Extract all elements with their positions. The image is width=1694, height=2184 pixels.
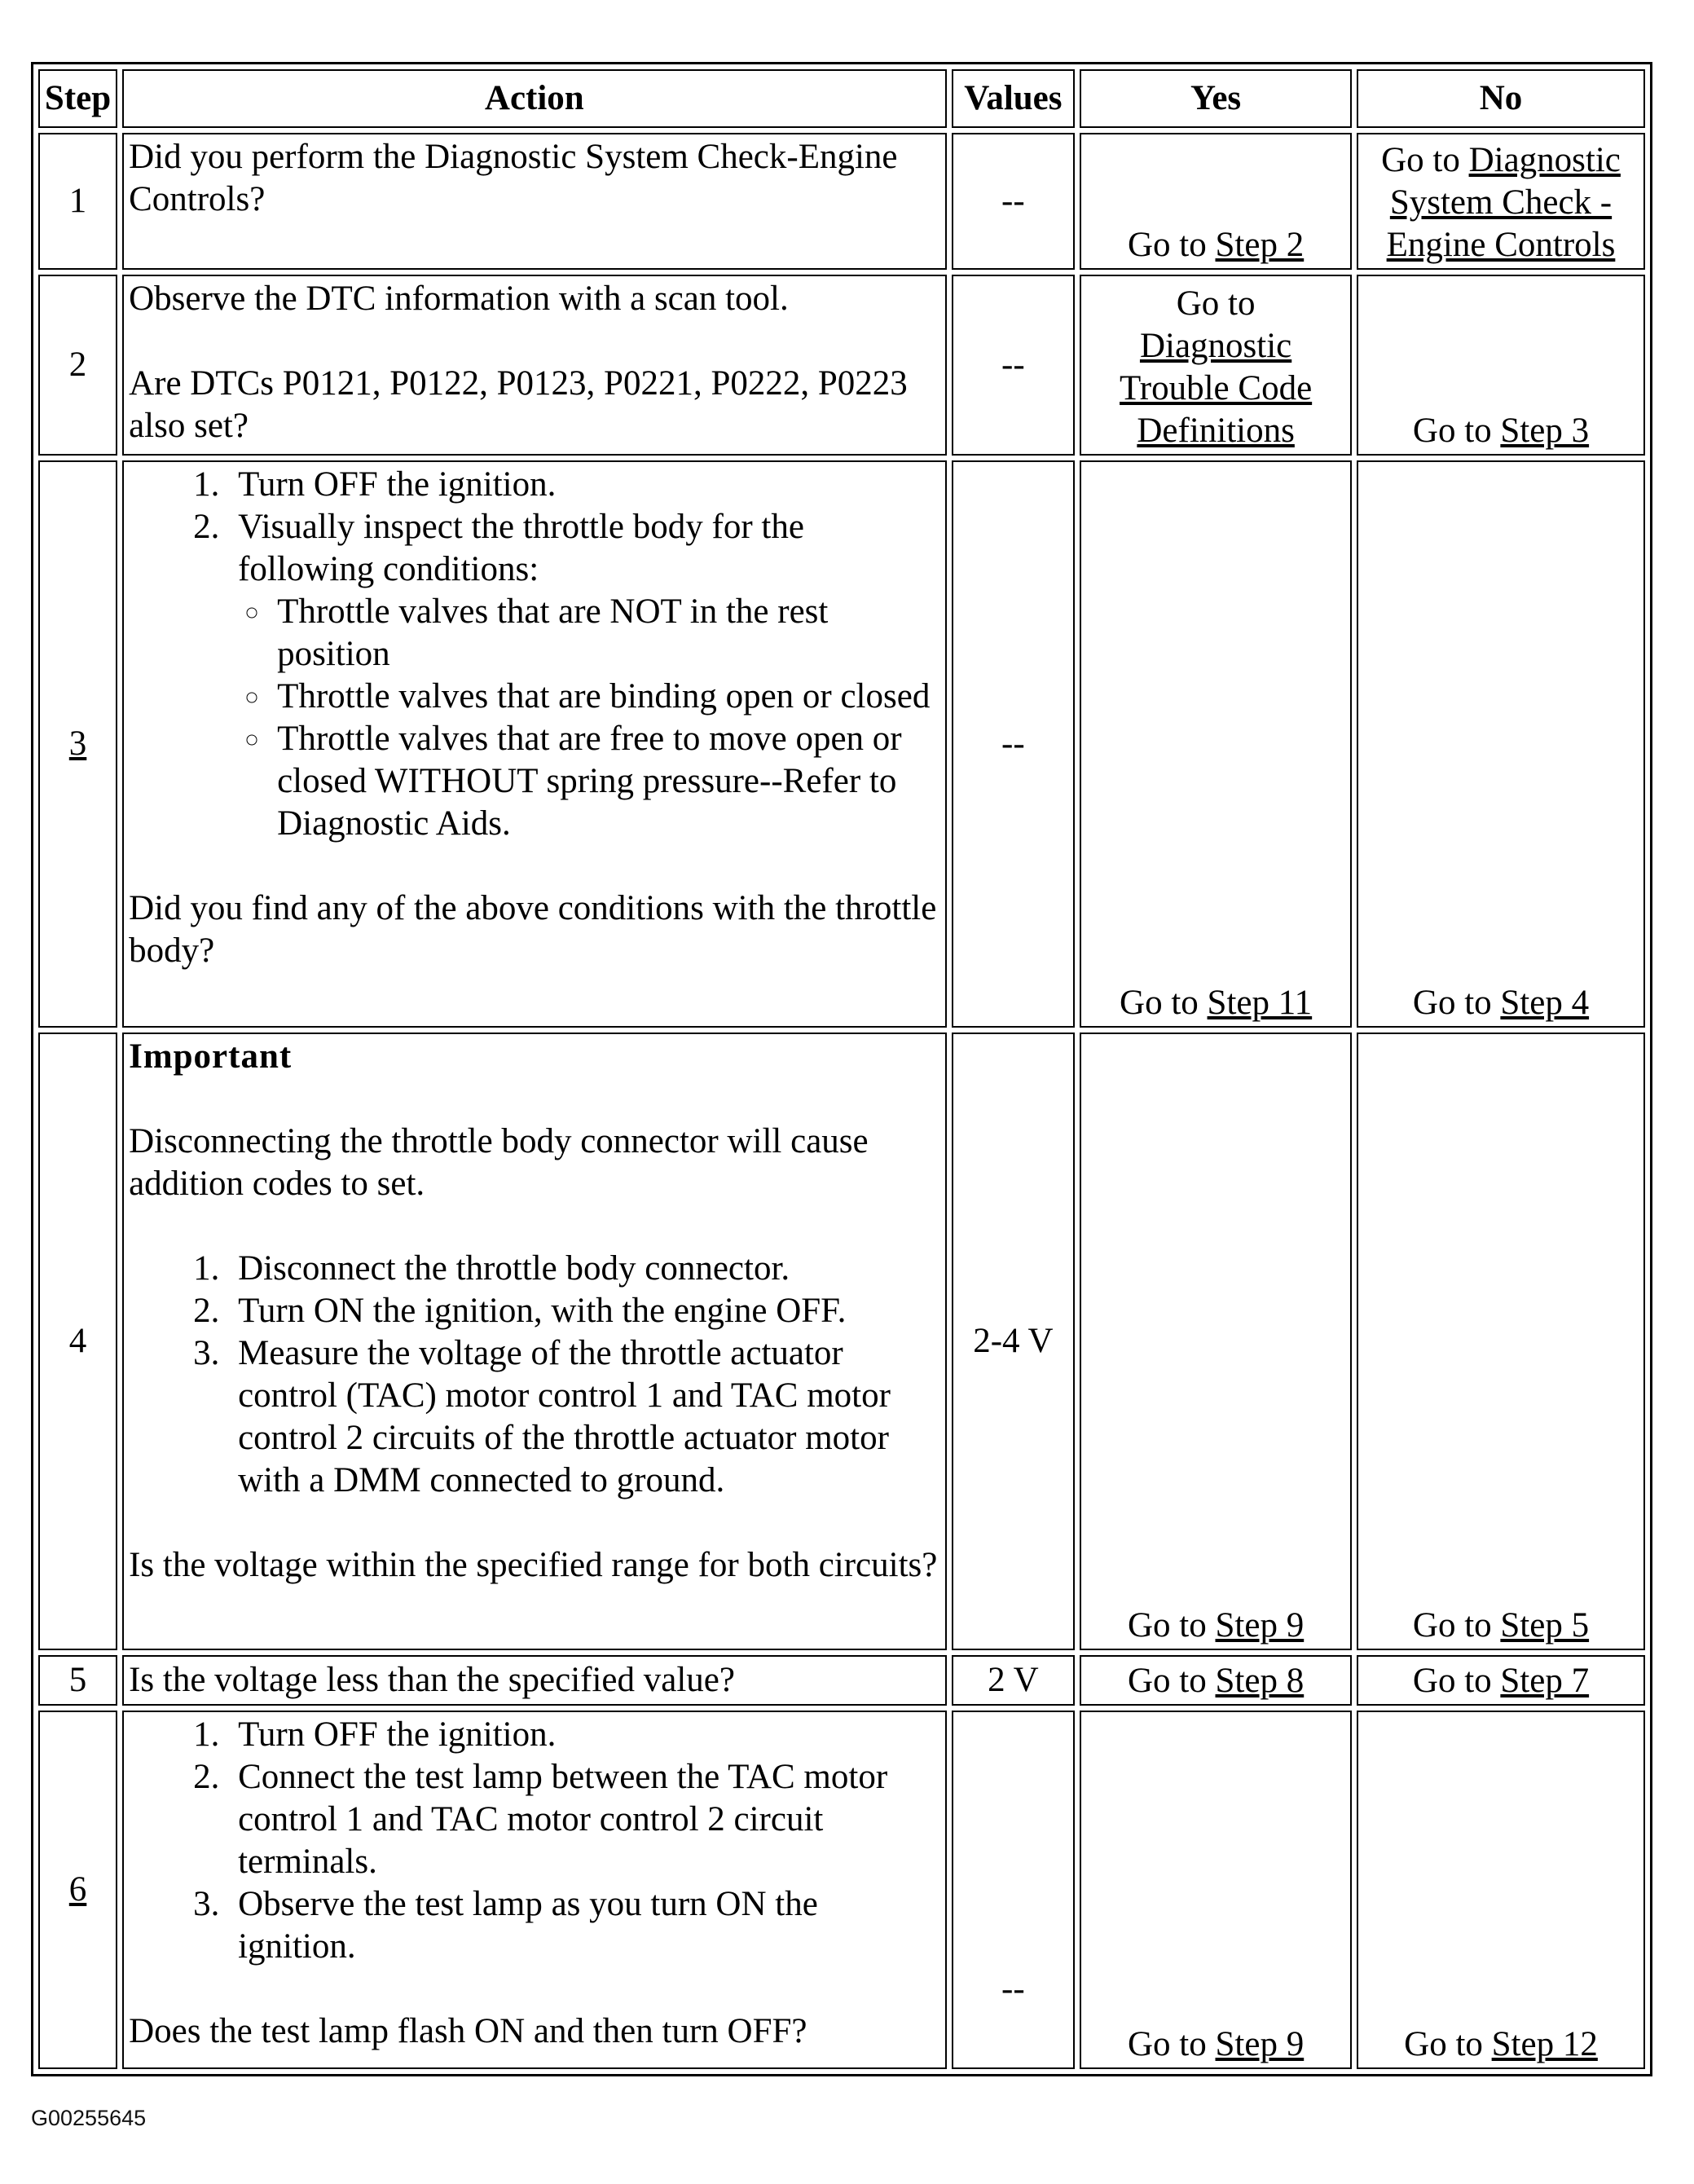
- condition-list: [129, 591, 939, 845]
- value-cell: 2 V: [952, 1655, 1076, 1706]
- no-cell: [1357, 133, 1645, 270]
- link-step-3[interactable]: Step 3: [1500, 412, 1590, 450]
- step-6-link[interactable]: 6: [68, 1870, 87, 1909]
- question-text: Did you perform the Diagnostic System Check-Engine Controls?: [129, 138, 898, 218]
- list-item-text: Visually inspect the throttle body for the following conditions:: [238, 508, 804, 588]
- table-row: [38, 1711, 1645, 2069]
- goto-prefix: Go to: [1128, 226, 1216, 264]
- goto-prefix: Go to: [1128, 1662, 1216, 1700]
- link-step-4[interactable]: Step 4: [1500, 984, 1590, 1022]
- value-cell: --: [952, 1711, 1076, 2069]
- step-number: 1: [38, 133, 117, 270]
- link-step-2[interactable]: Step 2: [1215, 226, 1305, 264]
- list-item: [228, 506, 939, 591]
- action-cell: [122, 1711, 946, 2069]
- header-step: Step: [38, 69, 117, 128]
- yes-cell: [1080, 460, 1352, 1028]
- action-cell: [122, 275, 946, 456]
- step-3-link[interactable]: 3: [68, 724, 87, 763]
- yes-cell: [1080, 1033, 1352, 1650]
- action-cell: [122, 460, 946, 1028]
- no-cell: [1357, 1033, 1645, 1650]
- list-item: ◦ Throttle valves that are free to move open or closed WITHOUT spring pressure--Refer to Diagnostic Aids.: [272, 718, 939, 845]
- instruction-text: Observe the DTC information with a scan tool.: [129, 280, 789, 318]
- list-item: 1. Turn OFF the ignition.: [228, 1714, 939, 1756]
- goto-prefix: Go to: [1412, 1662, 1501, 1700]
- question-text: Does the test lamp flash ON and then turn OFF?: [129, 2012, 807, 2050]
- step-number-link[interactable]: [38, 1711, 117, 2069]
- header-row: [38, 69, 1645, 128]
- yes-cell: [1080, 1711, 1352, 2069]
- header-no: No: [1357, 69, 1645, 128]
- yes-cell: [1080, 275, 1352, 456]
- header-values: Values: [952, 69, 1076, 128]
- goto-prefix: Go to: [1120, 984, 1208, 1022]
- goto-prefix: Go to: [1412, 412, 1501, 450]
- link-step-11[interactable]: Step 11: [1207, 984, 1313, 1022]
- no-cell: [1357, 1711, 1645, 2069]
- no-cell: [1357, 460, 1645, 1028]
- important-text: Disconnecting the throttle body connector will cause addition codes to set.: [129, 1122, 869, 1203]
- link-step-12[interactable]: Step 12: [1491, 2025, 1598, 2063]
- action-cell: [122, 133, 946, 270]
- goto-prefix: Go to: [1381, 141, 1469, 179]
- question-text: Is the voltage less than the specified value?: [129, 1661, 735, 1699]
- list-item: 2. Connect the test lamp between the TAC motor control 1 and TAC motor control 2 circuit terminals.: [228, 1756, 939, 1883]
- link-diagnostic-trouble-code-definitions[interactable]: Diagnostic Trouble Code Definitions: [1120, 327, 1313, 450]
- table-row: [38, 275, 1645, 456]
- procedure-list: [129, 1248, 939, 1502]
- link-step-9[interactable]: Step 9: [1215, 1606, 1305, 1645]
- list-item: 2. Turn ON the ignition, with the engine OFF.: [228, 1290, 939, 1332]
- link-step-5[interactable]: Step 5: [1500, 1606, 1590, 1645]
- diagnostic-table: [31, 62, 1652, 2076]
- question-text: Is the voltage within the specified range for both circuits?: [129, 1546, 938, 1584]
- table-row: [38, 133, 1645, 270]
- list-item: 1. Turn OFF the ignition.: [228, 464, 939, 506]
- yes-cell: [1080, 133, 1352, 270]
- procedure-list: [129, 464, 939, 591]
- step-number-link[interactable]: [38, 460, 117, 1028]
- list-item: 3. Measure the voltage of the throttle actuator control (TAC) motor control 1 and TAC motor control 2 circuits of the throttle actuator motor with a DMM connected to ground.: [228, 1332, 939, 1502]
- table-row: [38, 1033, 1645, 1650]
- value-cell: --: [952, 133, 1076, 270]
- no-cell: [1357, 275, 1645, 456]
- diagnostic-table-container: [31, 62, 1652, 2076]
- goto-prefix: Go to: [1412, 984, 1501, 1022]
- goto-prefix: Go to: [1128, 1606, 1216, 1645]
- header-yes: Yes: [1080, 69, 1352, 128]
- goto-prefix: Go to: [1128, 2025, 1216, 2063]
- step-number: 4: [38, 1033, 117, 1650]
- question-text: Are DTCs P0121, P0122, P0123, P0221, P0222, P0223 also set?: [129, 364, 908, 445]
- link-diagnostic-system-check[interactable]: Diagnostic System Check - Engine Controls: [1386, 141, 1621, 264]
- step-number: 5: [38, 1655, 117, 1706]
- header-action: Action: [122, 69, 946, 128]
- list-item: 3. Observe the test lamp as you turn ON the ignition.: [228, 1883, 939, 1968]
- procedure-list: [129, 1714, 939, 1968]
- no-cell: [1357, 1655, 1645, 1706]
- question-text: Did you find any of the above conditions with the throttle body?: [129, 889, 937, 970]
- link-step-8[interactable]: Step 8: [1215, 1662, 1305, 1700]
- value-cell: 2-4 V: [952, 1033, 1076, 1650]
- table-row: [38, 1655, 1645, 1706]
- link-step-7[interactable]: Step 7: [1500, 1662, 1590, 1700]
- step-number: 2: [38, 275, 117, 456]
- link-step-9[interactable]: Step 9: [1215, 2025, 1305, 2063]
- action-cell: [122, 1033, 946, 1650]
- goto-prefix: Go to: [1404, 2025, 1492, 2063]
- yes-cell: [1080, 1655, 1352, 1706]
- important-label: Important: [129, 1037, 293, 1076]
- list-item: ◦ Throttle valves that are NOT in the rest position: [272, 591, 939, 676]
- list-item: 1. Disconnect the throttle body connector.: [228, 1248, 939, 1290]
- goto-prefix: Go to: [1176, 284, 1256, 323]
- action-cell: [122, 1655, 946, 1706]
- list-item: ◦ Throttle valves that are binding open or closed: [272, 676, 939, 718]
- table-row: [38, 460, 1645, 1028]
- value-cell: --: [952, 275, 1076, 456]
- figure-code: G00255645: [31, 2106, 147, 2130]
- value-cell: --: [952, 460, 1076, 1028]
- goto-prefix: Go to: [1412, 1606, 1501, 1645]
